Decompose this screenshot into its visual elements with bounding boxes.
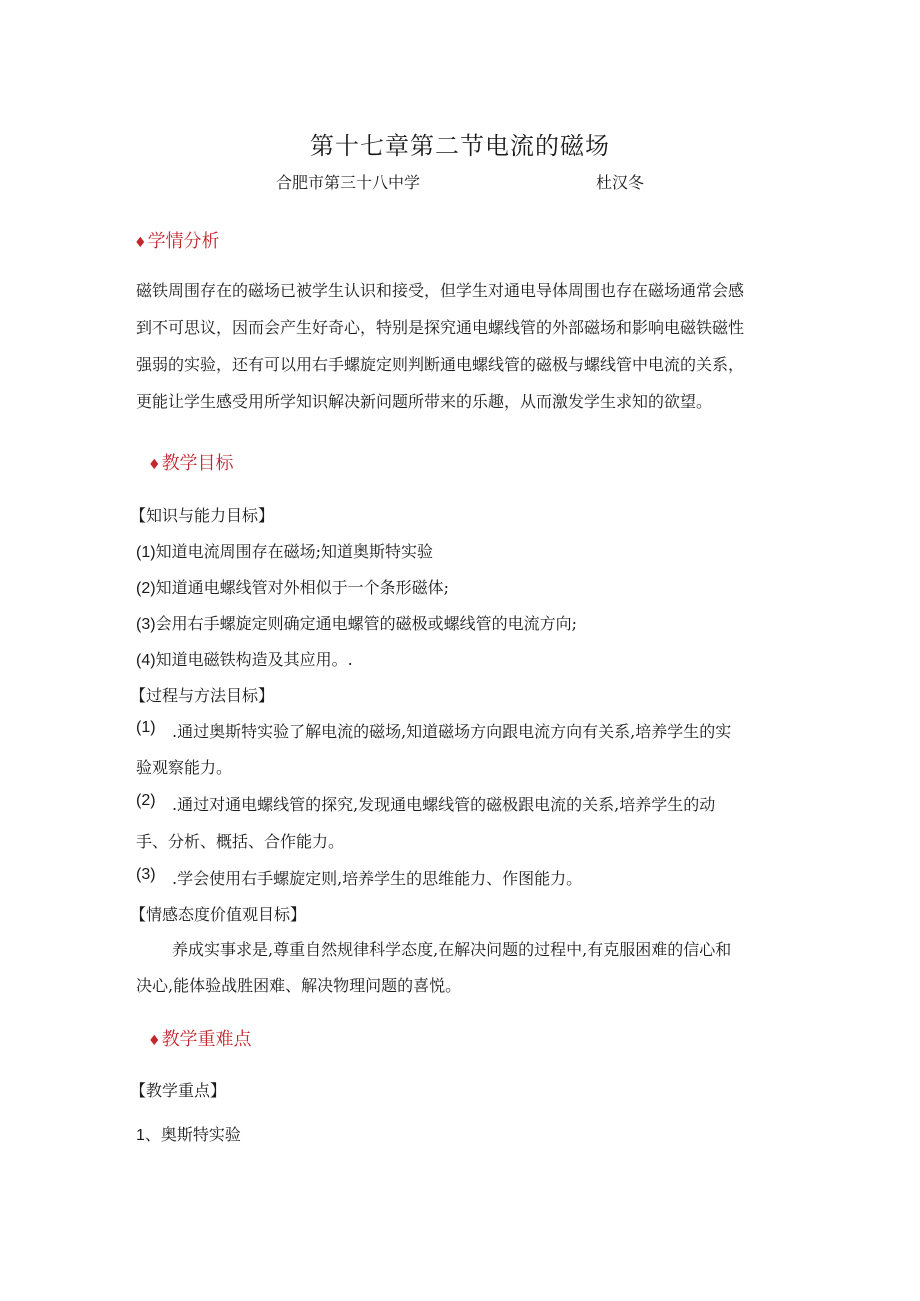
process-item-number: (3) [136,866,156,883]
section-title: 教学重难点 [161,1029,252,1050]
item-text: 知道通电螺线管对外相似于一个条形磁体; [155,578,449,597]
knowledge-item [136,539,433,562]
section-heading-goals [148,449,234,475]
item-number: 1 [136,1127,145,1144]
item-number: (2) [136,580,156,597]
item-text: 会用右手螺旋定则确定通电螺管的磁极或螺线管的电流方向; [155,614,577,633]
emotion-text-cont: 决心,能体验战胜困难、解决物理问题的喜悦。 [136,976,462,995]
knowledge-item [136,575,449,598]
analysis-line: 到不可思议，因而会产生好奇心，特别是探究通电螺线管的外部磁场和影响电磁铁磁性 [136,318,745,337]
analysis-line: 磁铁周围存在的磁场已被学生认识和接受，但学生对通电导体周围也存在磁场通常会感 [136,281,745,300]
process-item-text: .学会使用右手螺旋定则,培养学生的思维能力、作图能力。 [172,869,583,888]
knowledge-heading: 【知识与能力目标】 [130,506,275,525]
section-heading-analysis [134,227,220,253]
item-number: (1) [136,544,156,561]
item-text: 、奥斯特实验 [144,1125,241,1144]
knowledge-item [136,647,353,670]
emotion-heading: 【情感态度价值观目标】 [130,905,307,924]
process-item-text-cont: 手、分析、概括、合作能力。 [136,832,345,851]
diamond-icon: ♦ [134,235,147,251]
process-item-text-cont: 验观察能力。 [136,758,233,777]
item-number: (4) [136,652,156,669]
document-title: 第十七章第二节电流的磁场 [310,132,610,160]
process-item-number: (2) [136,792,156,809]
analysis-line: 强弱的实验，还有可以用右手螺旋定则判断通电螺线管的磁极与螺线管中电流的关系， [136,355,745,374]
item-text: 知道电流周围存在磁场;知道奥斯特实验 [155,542,433,561]
analysis-line: 更能让学生感受用所学知识解决新问题所带来的乐趣，从而激发学生求知的欲望。 [136,392,713,411]
item-text: 知道电磁铁构造及其应用。. [155,650,353,669]
diamond-icon: ♦ [148,457,161,473]
item-number: (3) [136,616,156,633]
knowledge-item [136,611,577,634]
author-name: 杜汉冬 [596,173,645,192]
process-item-number: (1) [136,719,156,736]
focus-item [136,1122,241,1145]
focus-heading: 【教学重点】 [130,1081,227,1100]
section-heading-keypoints [148,1025,252,1051]
school-name: 合肥市第三十八中学 [276,173,421,192]
section-title: 教学目标 [161,453,234,474]
process-item-text: .通过对通电螺线管的探究,发现通电螺线管的磁极跟电流的关系,培养学生的动 [172,795,716,814]
diamond-icon: ♦ [148,1033,161,1049]
section-title: 学情分析 [147,231,220,252]
process-item-text: .通过奥斯特实验了解电流的磁场,知道磁场方向跟电流方向有关系,培养学生的实 [172,722,732,741]
process-heading: 【过程与方法目标】 [130,686,275,705]
emotion-text: 养成实事求是,尊重自然规律科学态度,在解决问题的过程中,有克服困难的信心和 [172,940,732,959]
